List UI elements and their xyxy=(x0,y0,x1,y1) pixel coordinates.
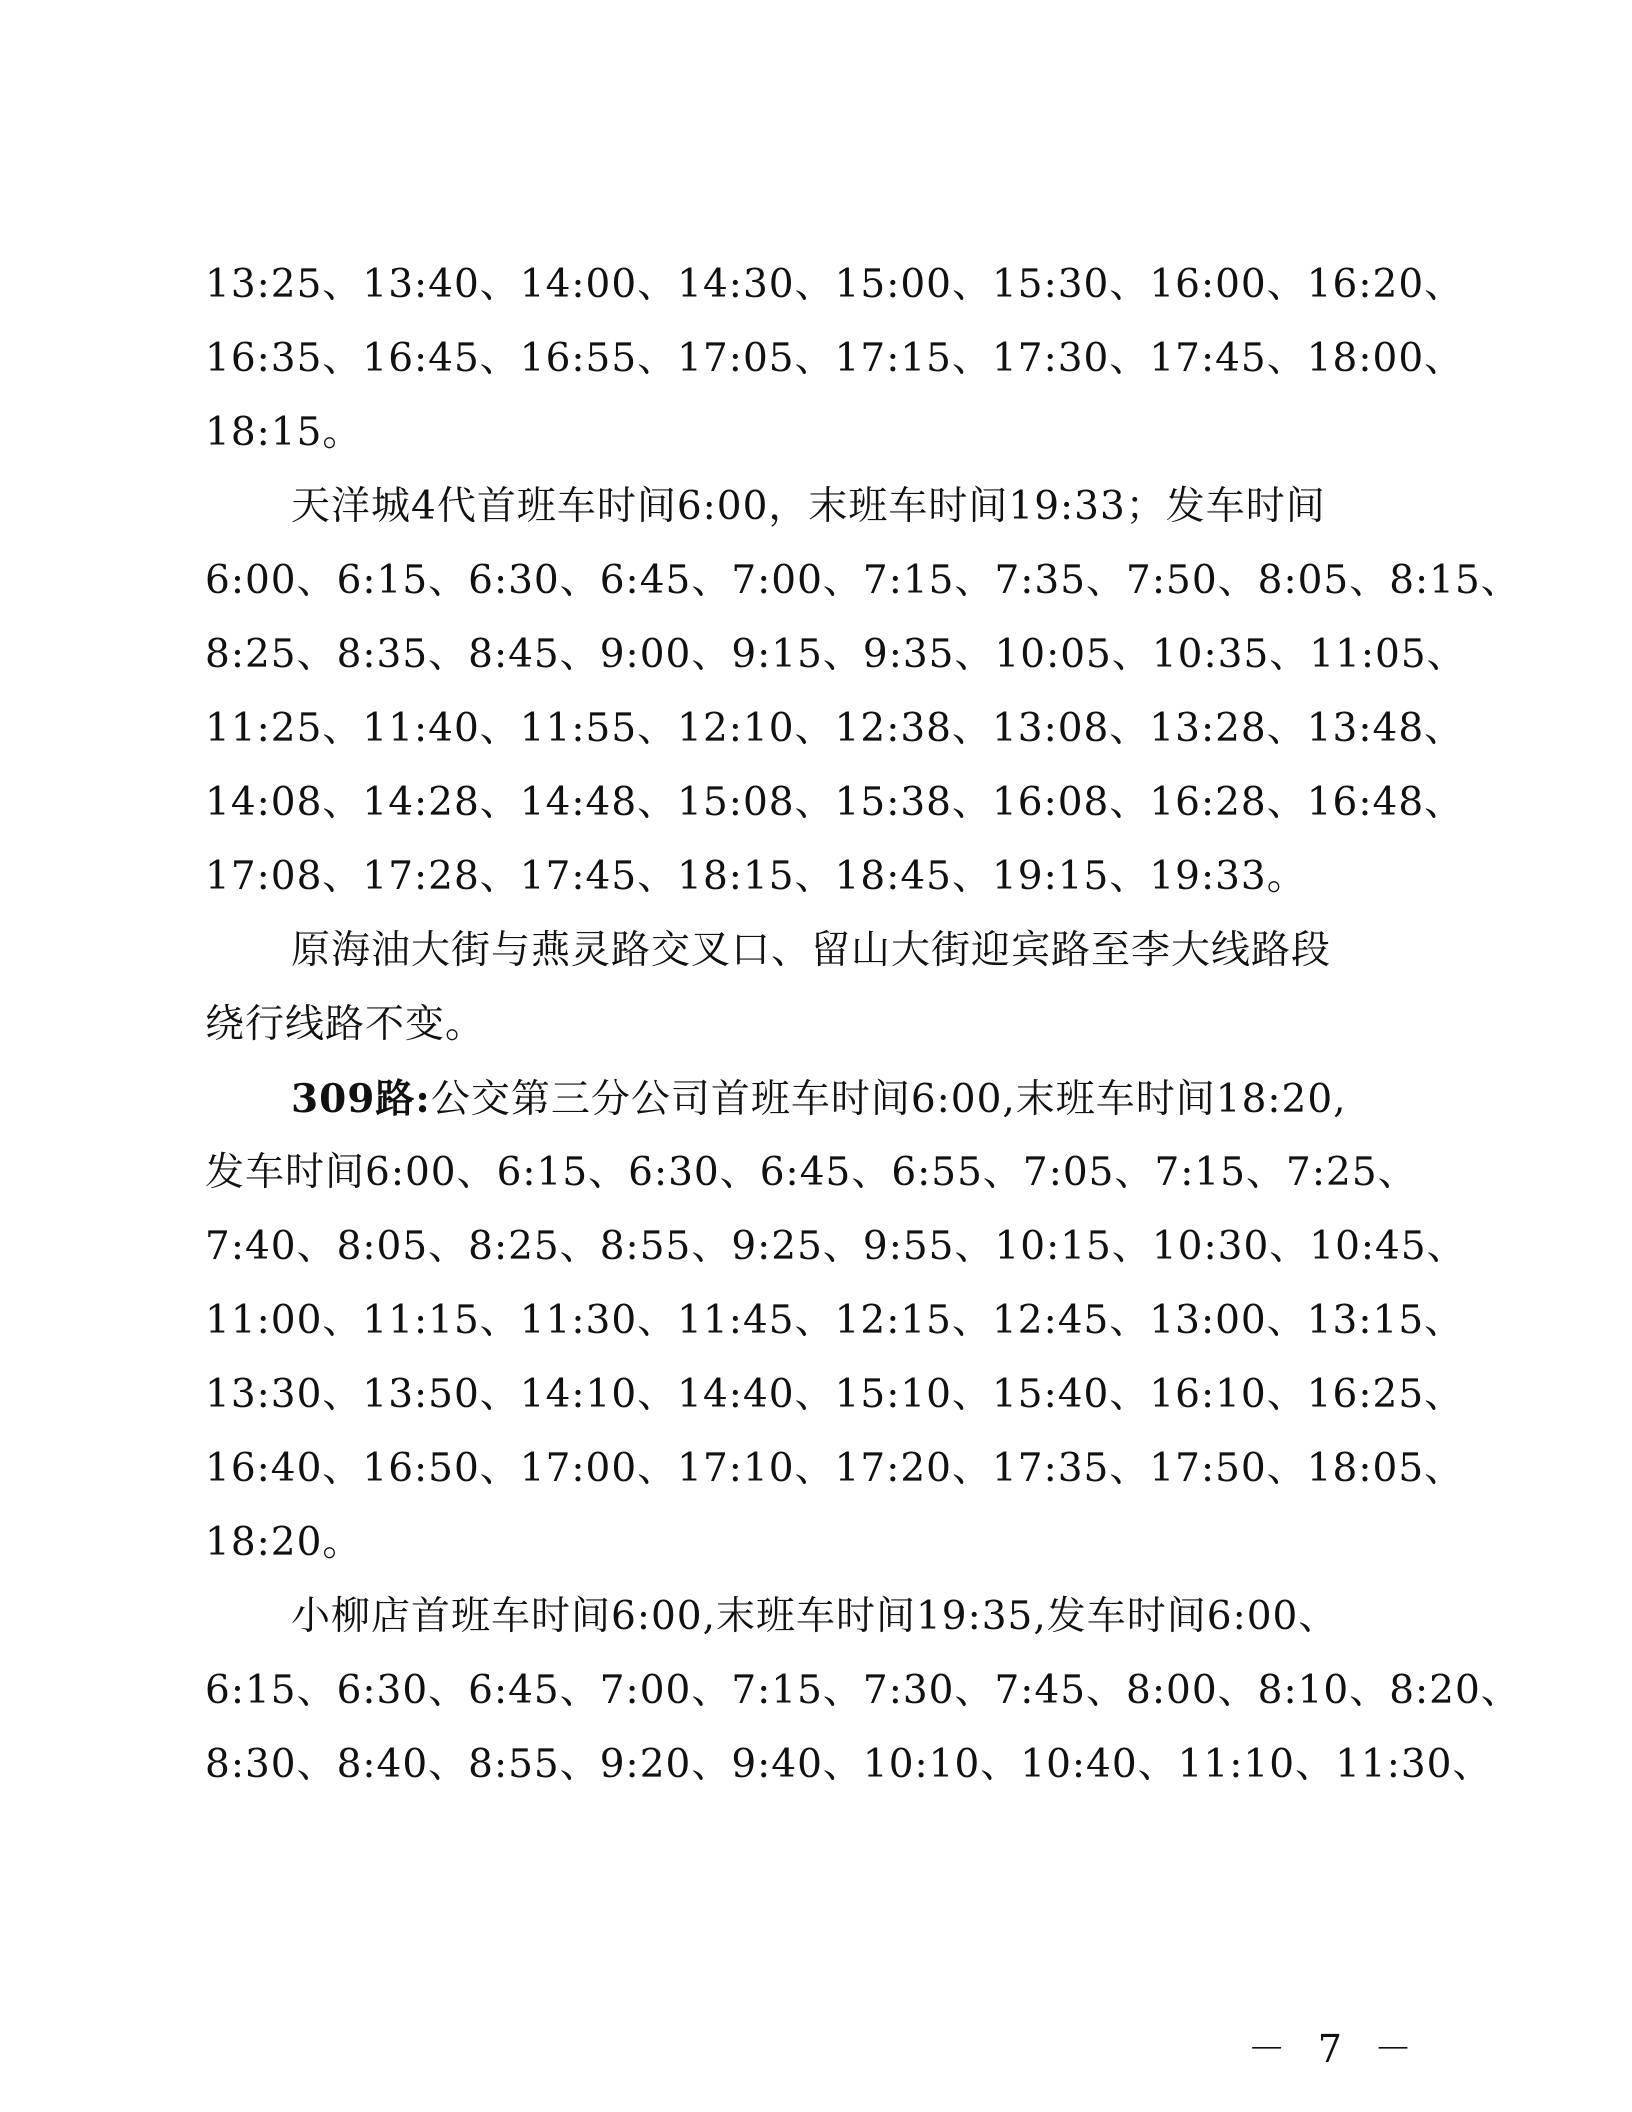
text-line: 14:08、14:28、14:48、15:08、15:38、16:08、16:28、16:48、 xyxy=(205,780,1465,825)
text-line: 18:20。 xyxy=(205,1520,363,1565)
text-line: 7:40、8:05、8:25、8:55、9:25、9:55、10:15、10:30、10:45、 xyxy=(205,1224,1467,1269)
page-number: － 7 － xyxy=(1247,2027,1422,2071)
route-label: 309路: xyxy=(291,1076,431,1122)
text-line: 8:30、8:40、8:55、9:20、9:40、10:10、10:40、11:10、11:30、 xyxy=(205,1742,1493,1787)
route-paragraph-first-line xyxy=(291,1069,1435,1129)
text-line: 16:40、16:50、17:00、17:10、17:20、17:35、17:50、18:05、 xyxy=(205,1446,1465,1491)
text-line: 6:15、6:30、6:45、7:00、7:15、7:30、7:45、8:00、8:10、8:20、 xyxy=(205,1668,1521,1713)
paragraph-first-line: 小柳店首班车时间6:00,末班车时间19:35,发车时间6:00、 xyxy=(291,1594,1339,1639)
text-line: 11:25、11:40、11:55、12:10、12:38、13:08、13:28、13:48、 xyxy=(205,706,1465,751)
text-line: 13:30、13:50、14:10、14:40、15:10、15:40、16:10、16:25、 xyxy=(205,1372,1465,1417)
text-line: 18:15。 xyxy=(205,410,363,455)
text-line: 6:00、6:15、6:30、6:45、7:00、7:15、7:35、7:50、8:05、8:15、 xyxy=(205,558,1521,603)
text-line: 16:35、16:45、16:55、17:05、17:15、17:30、17:45、18:00、 xyxy=(205,336,1465,381)
text-line: 8:25、8:35、8:45、9:00、9:15、9:35、10:05、10:35、11:05、 xyxy=(205,632,1467,677)
text-line: 绕行线路不变。 xyxy=(205,1002,486,1047)
paragraph-first-line: 天洋城4代首班车时间6:00，末班车时间19:33；发车时间 xyxy=(291,484,1326,529)
route-text: 公交第三分公司首班车时间6:00,末班车时间18:20, xyxy=(430,1077,1347,1122)
text-line: 11:00、11:15、11:30、11:45、12:15、12:45、13:00、13:15、 xyxy=(205,1298,1465,1343)
text-line: 13:25、13:40、14:00、14:30、15:00、15:30、16:00、16:20、 xyxy=(205,262,1465,307)
text-line: 17:08、17:28、17:45、18:15、18:45、19:15、19:33。 xyxy=(205,854,1307,899)
paragraph-first-line: 原海油大街与燕灵路交叉口、留山大街迎宾路至李大线路段 xyxy=(291,928,1332,973)
text-line: 发车时间6:00、6:15、6:30、6:45、6:55、7:05、7:15、7:25、 xyxy=(205,1150,1418,1195)
